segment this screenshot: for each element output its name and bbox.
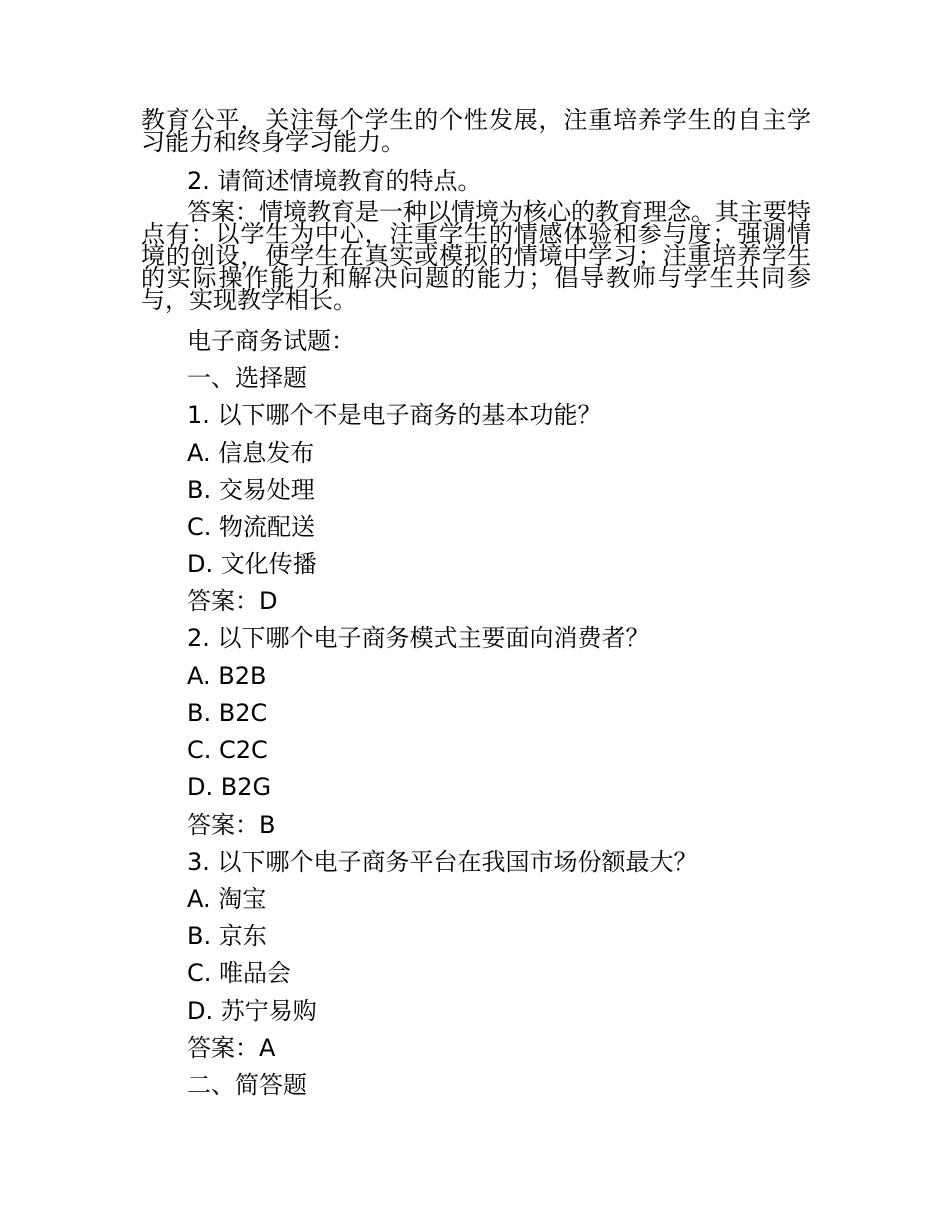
option-2c: C. C2C: [187, 736, 268, 764]
option-3b: B. 京东: [187, 922, 267, 950]
option-1b: B. 交易处理: [187, 476, 315, 504]
option-2a: A. B2B: [187, 662, 267, 690]
section-heading-ecommerce: 电子商务试题：: [187, 327, 355, 355]
option-2b: B. B2C: [187, 699, 268, 727]
question-1: 1. 以下哪个不是电子商务的基本功能？: [187, 401, 602, 429]
answer-paragraph: 答案：情境教育是一种以情境为核心的教育理念。其主要特点有：以学生为中心，注重学生的情感体验和参与度；强调情境的创设，使学生在真实或模拟的情境中学习；注重培养学生的实际操作能力和解决问题的能力；倡导教师与学生共同参与，实现教学相长。: [141, 198, 811, 314]
option-1c: C. 物流配送: [187, 513, 316, 541]
paragraph-continuation: 教育公平，关注每个学生的个性发展，注重培养学生的自主学习能力和终身学习能力。: [141, 106, 811, 156]
question-2: 2. 以下哪个电子商务模式主要面向消费者？: [187, 624, 650, 652]
option-1a: A. 信息发布: [187, 439, 315, 467]
option-3a: A. 淘宝: [187, 885, 267, 913]
answer-2: 答案：B: [187, 811, 276, 839]
question-2-short-answer: 2. 请简述情境教育的特点。: [187, 167, 482, 195]
section-heading-short-answer: 二、简答题: [187, 1071, 307, 1099]
option-2d: D. B2G: [187, 773, 272, 801]
question-3: 3. 以下哪个电子商务平台在我国市场份额最大？: [187, 848, 698, 876]
answer-1: 答案：D: [187, 587, 278, 615]
section-heading-choice: 一、选择题: [187, 364, 307, 392]
answer-3: 答案：A: [187, 1034, 276, 1062]
option-3c: C. 唯品会: [187, 959, 292, 987]
option-1d: D. 文化传播: [187, 550, 317, 578]
option-3d: D. 苏宁易购: [187, 997, 317, 1025]
